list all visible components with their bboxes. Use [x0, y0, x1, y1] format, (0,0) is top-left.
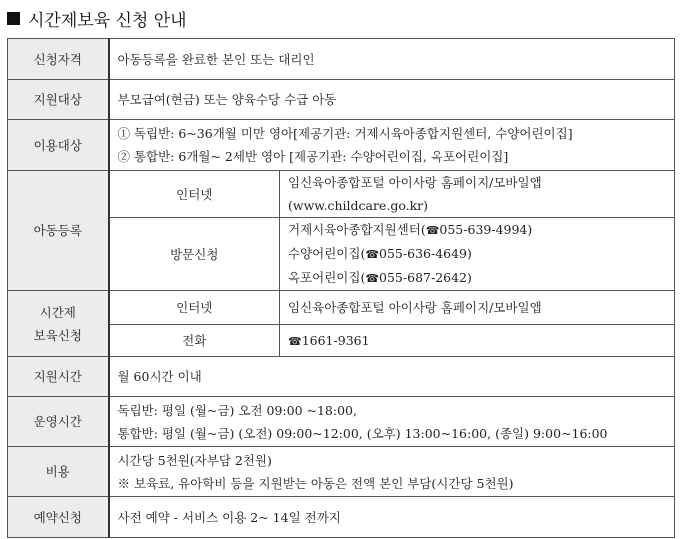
row-value: 부모급여(현금) 또는 양육수당 수급 아동 [109, 80, 675, 120]
telephone-icon [288, 333, 302, 348]
visit-center-line: 거제시육아종합지원센터(☎ 055-639-4994) [288, 218, 666, 242]
sub-label: 인터넷 [109, 291, 280, 325]
row-value [280, 325, 675, 357]
page-title: 시간제보육 신청 안내 [28, 10, 187, 31]
row-cost [8, 447, 675, 497]
row-support-hours [8, 357, 675, 397]
row-value: 임신육아종합포털 아이사랑 홈페이지/모바일앱 [280, 291, 675, 325]
sub-label: 인터넷 [109, 171, 280, 218]
row-child-registration-internet [8, 171, 675, 218]
sub-label: 방문신청 [109, 218, 280, 291]
info-table [7, 38, 675, 538]
visit-okpo-phone: 055-687-2642 [379, 270, 468, 285]
row-support-target [8, 80, 675, 120]
visit-suyang-phone: 055-636-4649 [379, 246, 468, 261]
telephone-icon [426, 222, 440, 237]
row-usage-target [8, 120, 675, 171]
operating-line-1: 독립반: 평일 (월~금) 오전 09:00 ~18:00, [117, 402, 357, 418]
row-value [109, 397, 675, 447]
cost-line-1: 시간당 5천원(자부담 2천원) [117, 452, 272, 468]
row-label: 이용대상 [8, 120, 109, 171]
row-eligibility [8, 39, 675, 80]
row-care-application-internet [8, 291, 675, 325]
row-label: 아동등록 [8, 171, 109, 291]
row-reservation [8, 497, 675, 538]
row-child-registration-visit [8, 218, 675, 291]
row-label: 지원대상 [8, 80, 109, 120]
cost-line-2: ※ 보육료, 유아학비 등을 지원받는 아동은 전액 본인 부담(시간당 5천원) [117, 475, 514, 491]
page-title-block [7, 5, 187, 31]
row-label: 예약신청 [8, 497, 109, 538]
row-label: 비용 [8, 447, 109, 497]
operating-line-2: 통합반: 평일 (월~금) (오전) 09:00~12:00, (오후) 13:00~16:00, (종일) 9:00~16:00 [117, 425, 608, 441]
row-value: 월 60시간 이내 [109, 357, 675, 397]
row-label [8, 291, 109, 357]
telephone-icon [365, 246, 379, 261]
care-label-line-1: 시간제 [39, 304, 76, 320]
internet-line-1: 임신육아종합포털 아이사랑 홈페이지/모바일앱 [288, 175, 542, 190]
sub-label: 전화 [109, 325, 280, 357]
black-square-icon [7, 12, 20, 25]
row-label: 운영시간 [8, 397, 109, 447]
telephone-icon [365, 270, 379, 285]
visit-center-phone: 055-639-4994 [439, 222, 528, 237]
usage-line-1: ① 독립반: 6~36개월 미만 영아[제공기관: 거제시육아종합지원센터, 수양어린이집] [117, 126, 573, 141]
usage-line-2: ② 통합반: 6개월~ 2세반 영아 [제공기관: 수양어린이집, 옥포어린이집] [117, 149, 509, 164]
visit-center-name: 거제시육아종합지원센터( [288, 222, 426, 237]
row-value: 아동등록을 완료한 본인 또는 대리인 [109, 39, 675, 80]
row-value [109, 120, 675, 171]
care-phone-number: 1661-9361 [301, 332, 370, 348]
row-label: 신청자격 [8, 39, 109, 80]
row-care-application-phone [8, 325, 675, 357]
row-value [280, 171, 675, 218]
row-operating-hours [8, 397, 675, 447]
row-value [280, 218, 675, 291]
care-label-line-2: 보육신청 [33, 327, 82, 343]
row-value [109, 447, 675, 497]
visit-suyang-line: 수양어린이집(☎ 055-636-4649) [288, 242, 666, 266]
visit-okpo-name: 옥포어린이집( [288, 270, 366, 285]
internet-line-2: (www.childcare.go.kr) [288, 198, 429, 213]
row-value: 사전 예약 - 서비스 이용 2~ 14일 전까지 [109, 497, 675, 538]
visit-suyang-name: 수양어린이집( [288, 246, 366, 261]
visit-okpo-line: 옥포어린이집(☎ 055-687-2642) [288, 266, 666, 290]
row-label: 지원시간 [8, 357, 109, 397]
